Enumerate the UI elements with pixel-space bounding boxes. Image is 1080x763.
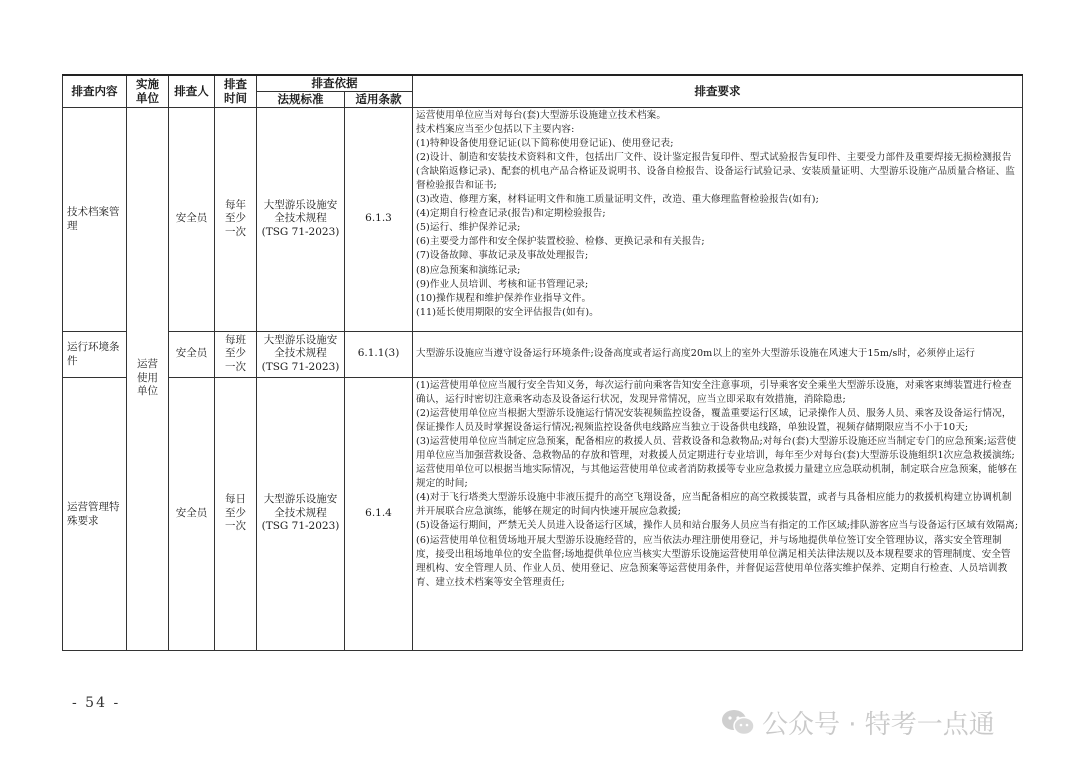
row-time: 每年至少一次 [215, 107, 257, 331]
header-clause: 适用条款 [345, 91, 413, 107]
wechat-icon [720, 708, 756, 738]
row-person: 安全员 [169, 331, 215, 377]
req-line: (2)运营使用单位应当根据大型游乐设施运行情况安装视频监控设备，覆盖重要运行区域，记录操作人员、服务人员、乘客及设备运行情况，保证操作人员及时掌握设备运行情况;视频监控设备供电线路应当独立于设备供电线路，单独设置，视频存储期限应当不小于10天; [416, 407, 1012, 433]
req-line: 大型游乐设施应当遵守设备运行环境条件;设备高度或者运行高度20m以上的室外大型游乐设施在风速大于15m/s时，必须停止运行 [416, 347, 975, 359]
req-line: (5)运行、维护保养记录; [416, 222, 521, 234]
row-time: 每班至少一次 [215, 331, 257, 377]
row-clause: 6.1.3 [345, 107, 413, 331]
req-line: (3)运营使用单位应当制定应急预案，配备相应的救援人员、营救设备和急救物品;对每台(套)大型游乐设施还应当制定专门的应急预案;运营使用单位应当加强营救设备、急救物品的存放和管理，对救援人员定期进行专业培训，每年至少对每台(套)大型游乐设施组织1次应急救援演练;运营使用单位可以根据当地实际情况，与其他运营使用单位或者消防救援等专业应急救援力量建立应急联动机制，制定联合应急预案，能够在规定的时间; [416, 435, 1018, 490]
req-line: (8)应急预案和演练记录; [416, 264, 521, 276]
header-person: 排查人 [169, 75, 215, 107]
header-unit: 实施单位 [127, 75, 169, 107]
row-requirements [413, 107, 1023, 331]
req-line: 技术档案应当至少包括以下主要内容: [416, 123, 575, 135]
inspection-table-container [62, 74, 1022, 651]
req-line: (9)作业人员培训、考核和证书管理记录; [416, 278, 589, 290]
row-standard: 大型游乐设施安全技术规程(TSG 71-2023) [257, 331, 345, 377]
inspection-table [62, 74, 1023, 651]
req-line: (1)特种设备使用登记证(以下简称使用登记证)、使用登记表; [416, 137, 674, 149]
row-standard: 大型游乐设施安全技术规程(TSG 71-2023) [257, 377, 345, 650]
header-requirement: 排查要求 [413, 75, 1023, 107]
watermark-text: 公众号 · 特考一点通 [762, 710, 995, 740]
header-content: 排查内容 [63, 75, 127, 107]
req-line: (4)对于飞行塔类大型游乐设施中非液压提升的高空飞翔设备，应当配备相应的高空救援装置，或者与具备相应能力的救援机构建立协调机制并开展联合应急演练，能够在规定的时间内快速开展应急救援; [416, 492, 1012, 518]
header-basis: 排查依据 [257, 75, 413, 91]
table-row [63, 107, 1023, 331]
req-line: (6)主要受力部件和安全保护装置校验、检修、更换记录和有关报告; [416, 236, 705, 248]
row-clause: 6.1.1(3) [345, 331, 413, 377]
req-line: (2)设计、制造和安装技术资料和文件，包括出厂文件、设计鉴定报告复印件、型式试验报告复印件、主要受力部件及重要焊接无损检测报告(含缺陷返修记录)、配套的机电产品合格证及说明书、设备自检报告、设备运行试验记录、安装质量证明、大型游乐设施产品质量合格证、监督检验报告和证书; [416, 151, 1016, 191]
table-row [63, 331, 1023, 377]
header-standard: 法规标准 [257, 91, 345, 107]
req-line: (3)改造、修理方案，材料证明文件和施工质量证明文件，改造、重大修理监督检验报告(如有); [416, 194, 819, 206]
unit-label: 运营使用单位 [137, 358, 158, 398]
req-line: (5)设备运行期间，严禁无关人员进入设备运行区域，操作人员和站台服务人员应当有指定的工作区域;排队游客应当与设备运行区域有效隔离; [416, 520, 1019, 532]
header-time: 排查时间 [215, 75, 257, 107]
table-row [63, 377, 1023, 650]
row-standard: 大型游乐设施安全技术规程(TSG 71-2023) [257, 107, 345, 331]
row-content: 运行环境条件 [63, 331, 127, 377]
req-line: (10)操作规程和维护保养作业指导文件。 [416, 292, 592, 304]
merged-unit-cell [127, 107, 169, 650]
row-requirements [413, 331, 1023, 377]
row-content: 运营管理特殊要求 [63, 377, 127, 650]
req-line: (7)设备故障、事故记录及事故处理报告; [416, 250, 589, 262]
row-content: 技术档案管理 [63, 107, 127, 331]
req-line: (1)运营使用单位应当履行安全告知义务，每次运行前向乘客告知安全注意事项，引导乘客安全乘坐大型游乐设施，对乘客束缚装置进行检查确认，运行时密切注意乘客动态及设备运行状况，发现异常情况，应当立即采取有效措施，消除隐患; [416, 379, 1012, 405]
row-person: 安全员 [169, 377, 215, 650]
req-line: (6)运营使用单位租赁场地开展大型游乐设施经营的，应当依法办理注册使用登记，并与场地提供单位签订安全管理协议，落实安全管理制度，接受出租场地单位的安全监督;场地提供单位应当核实大型游乐设施运营使用单位满足相关法律法规以及本规程要求的管理制度、安全管理机构、安全管理人员、作业人员、使用登记、应急预案等运营使用条件，并督促运营使用单位落实维护保养、定期自行检查、人员培训教育、建立技术档案等安全管理责任; [416, 534, 1011, 588]
watermark [720, 704, 995, 741]
row-clause: 6.1.4 [345, 377, 413, 650]
row-time: 每日至少一次 [215, 377, 257, 650]
req-line: (4)定期自行检查记录(报告)和定期检验报告; [416, 208, 606, 220]
page-number: - 54 - [72, 695, 121, 711]
req-line: 运营使用单位应当对每台(套)大型游乐设施建立技术档案。 [416, 109, 667, 121]
row-person: 安全员 [169, 107, 215, 331]
row-requirements [413, 377, 1023, 650]
req-line: (11)延长使用期限的安全评估报告(如有)。 [416, 306, 599, 318]
